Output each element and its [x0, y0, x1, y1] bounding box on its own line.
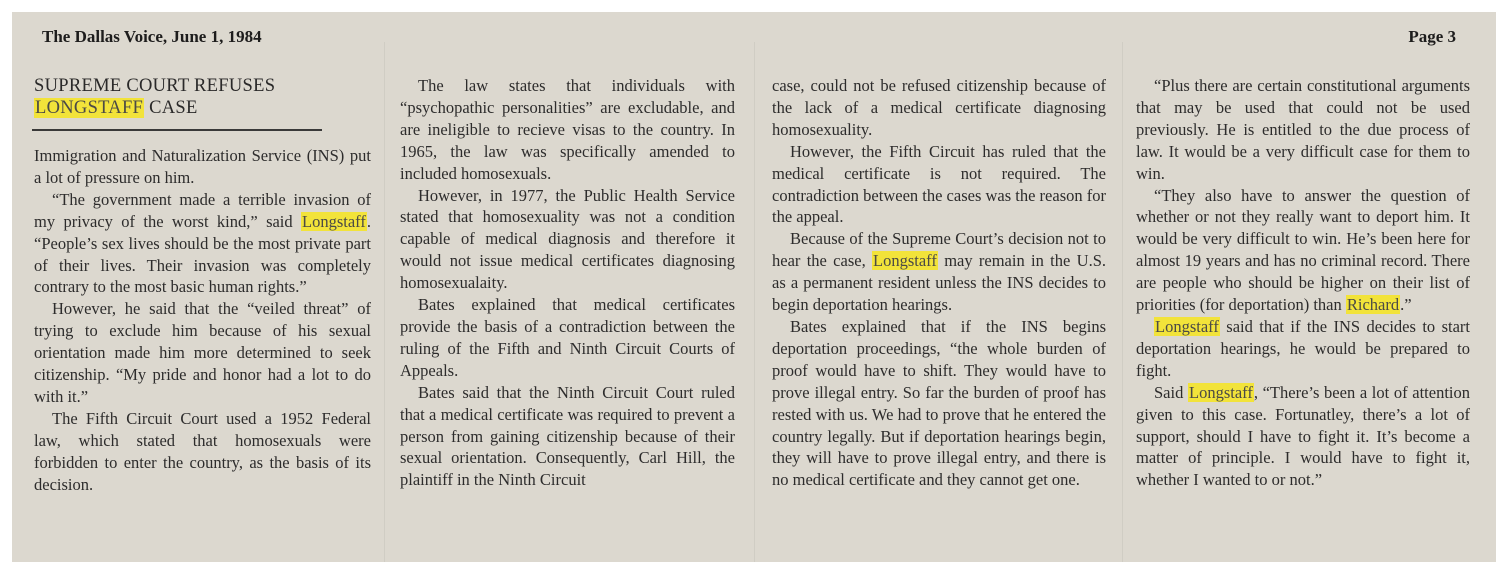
- article-column-2: [400, 75, 735, 491]
- paragraph: However, in 1977, the Public Health Service stated that homosexuality was not a condition capable of medical diagnosis and therefore it would not issue medical certificates diagnosing homosexualaity.: [400, 185, 735, 293]
- page-number: Page 3: [1408, 27, 1456, 46]
- paragraph: However, he said that the “veiled threat” of trying to exclude him because of his sexual orientation made him more determined to seek citizenship. “My pride and honor had a lot to do with it.”: [34, 299, 371, 406]
- text-run: said that if the INS decides to start deportation hearings, he would be prepared to fight.: [1136, 316, 1470, 380]
- paragraph: [1136, 382, 1470, 492]
- headline-line-2: [34, 97, 275, 119]
- text-run: , “There’s been a lot of attention given to this case. Fortunatley, there’s a lot of support, should I have to fight it. It’s become a matter of principle. I would have to fight it, whether I wanted to or not.”: [1136, 382, 1470, 490]
- headline-rest: CASE: [144, 98, 198, 118]
- headline-line-1: SUPREME COURT REFUSES: [34, 76, 276, 96]
- highlighted-name: Longstaff: [873, 251, 937, 271]
- masthead: The Dallas Voice, June 1, 1984: [42, 27, 262, 46]
- text-run: may remain in the U.S. as a permanent resident unless the INS decides to begin deportation hearings.: [772, 251, 1106, 315]
- highlighted-name: Longstaff: [1188, 382, 1253, 402]
- newspaper-clipping: [12, 12, 1496, 562]
- text-run: “They also have to answer the question of whether or not they really want to deport him. It would be very difficult to win. He’s been here for almost 19 years and has no criminal record. There are people who should be higher on their list of priorities (for deportation) than: [1136, 185, 1470, 315]
- paragraph: [772, 228, 1106, 316]
- headline: [34, 75, 275, 119]
- article-column-3: [772, 75, 1106, 491]
- paragraph: However, the Fifth Circuit has ruled that the medical certificate is not required. The contradiction between the cases was the reason for the appeal.: [772, 141, 1106, 227]
- highlighted-name: Richard: [1346, 295, 1400, 315]
- highlighted-name: LONGSTAFF: [35, 98, 144, 118]
- paragraph: The Fifth Circuit Court used a 1952 Federal law, which stated that homosexuals were forbidden to enter the country, as the basis of its decision.: [34, 408, 371, 494]
- column-crease: [754, 42, 755, 562]
- article-column-4: [1136, 75, 1470, 491]
- paragraph: [1136, 185, 1470, 316]
- column-crease: [384, 42, 385, 562]
- headline-rule: [32, 129, 322, 131]
- text-run: “The government made a terrible invasion of my privacy of the worst kind,” said: [34, 189, 371, 231]
- column-crease: [1122, 42, 1123, 562]
- paragraph: Bates said that the Ninth Circuit Court ruled that a medical certificate was required to prevent a person from gaining citizenship because of their sexual orientation. Consequently, Carl Hill, the plaintiff in the Ninth Circuit: [400, 382, 735, 490]
- paragraph: “Plus there are certain constitutional arguments that may be used that could not be used previously. He is entitled to the due process of law. It would be a very difficult case for them to win.: [1136, 76, 1470, 183]
- highlighted-name: Longstaff: [302, 211, 366, 231]
- text-run: .”: [1400, 295, 1412, 315]
- article-column-1: [34, 145, 371, 496]
- paragraph: [34, 189, 371, 299]
- paragraph: The law states that individuals with “psychopathic personalities” are excludable, and are ineligible to recieve visas to the country. In 1965, the law was specifically amended to included homosexuals.: [400, 76, 735, 183]
- text-run: Because of the Supreme Court’s decision not to hear the case,: [772, 229, 1106, 271]
- paragraph: Immigration and Naturalization Service (INS) put a lot of pressure on him.: [34, 146, 371, 187]
- paragraph: Bates explained that if the INS begins deportation proceedings, “the whole burden of proof would have to shift. They would have to prove illegal entry. So far the burden of proof has rested with us. We had to prove that he entered the country legally. But if deportation hearings begin, they will have to prove illegal entry, and there is no medical certificate and they cannot get one.: [772, 316, 1106, 490]
- paragraph: case, could not be refused citizenship because of the lack of a medical certificate diagnosing homosexuality.: [772, 76, 1106, 139]
- text-run: Said: [1154, 382, 1188, 402]
- text-run: . “People’s sex lives should be the most private part of their lives. Their invasion was completely contrary to the most basic human rights.”: [34, 211, 371, 297]
- paragraph: Bates explained that medical certificates provide the basis of a contradiction between the ruling of the Fifth and Ninth Circuit Courts of Appeals.: [400, 295, 735, 380]
- paragraph: [1136, 316, 1470, 382]
- highlighted-name: Longstaff: [1155, 316, 1219, 336]
